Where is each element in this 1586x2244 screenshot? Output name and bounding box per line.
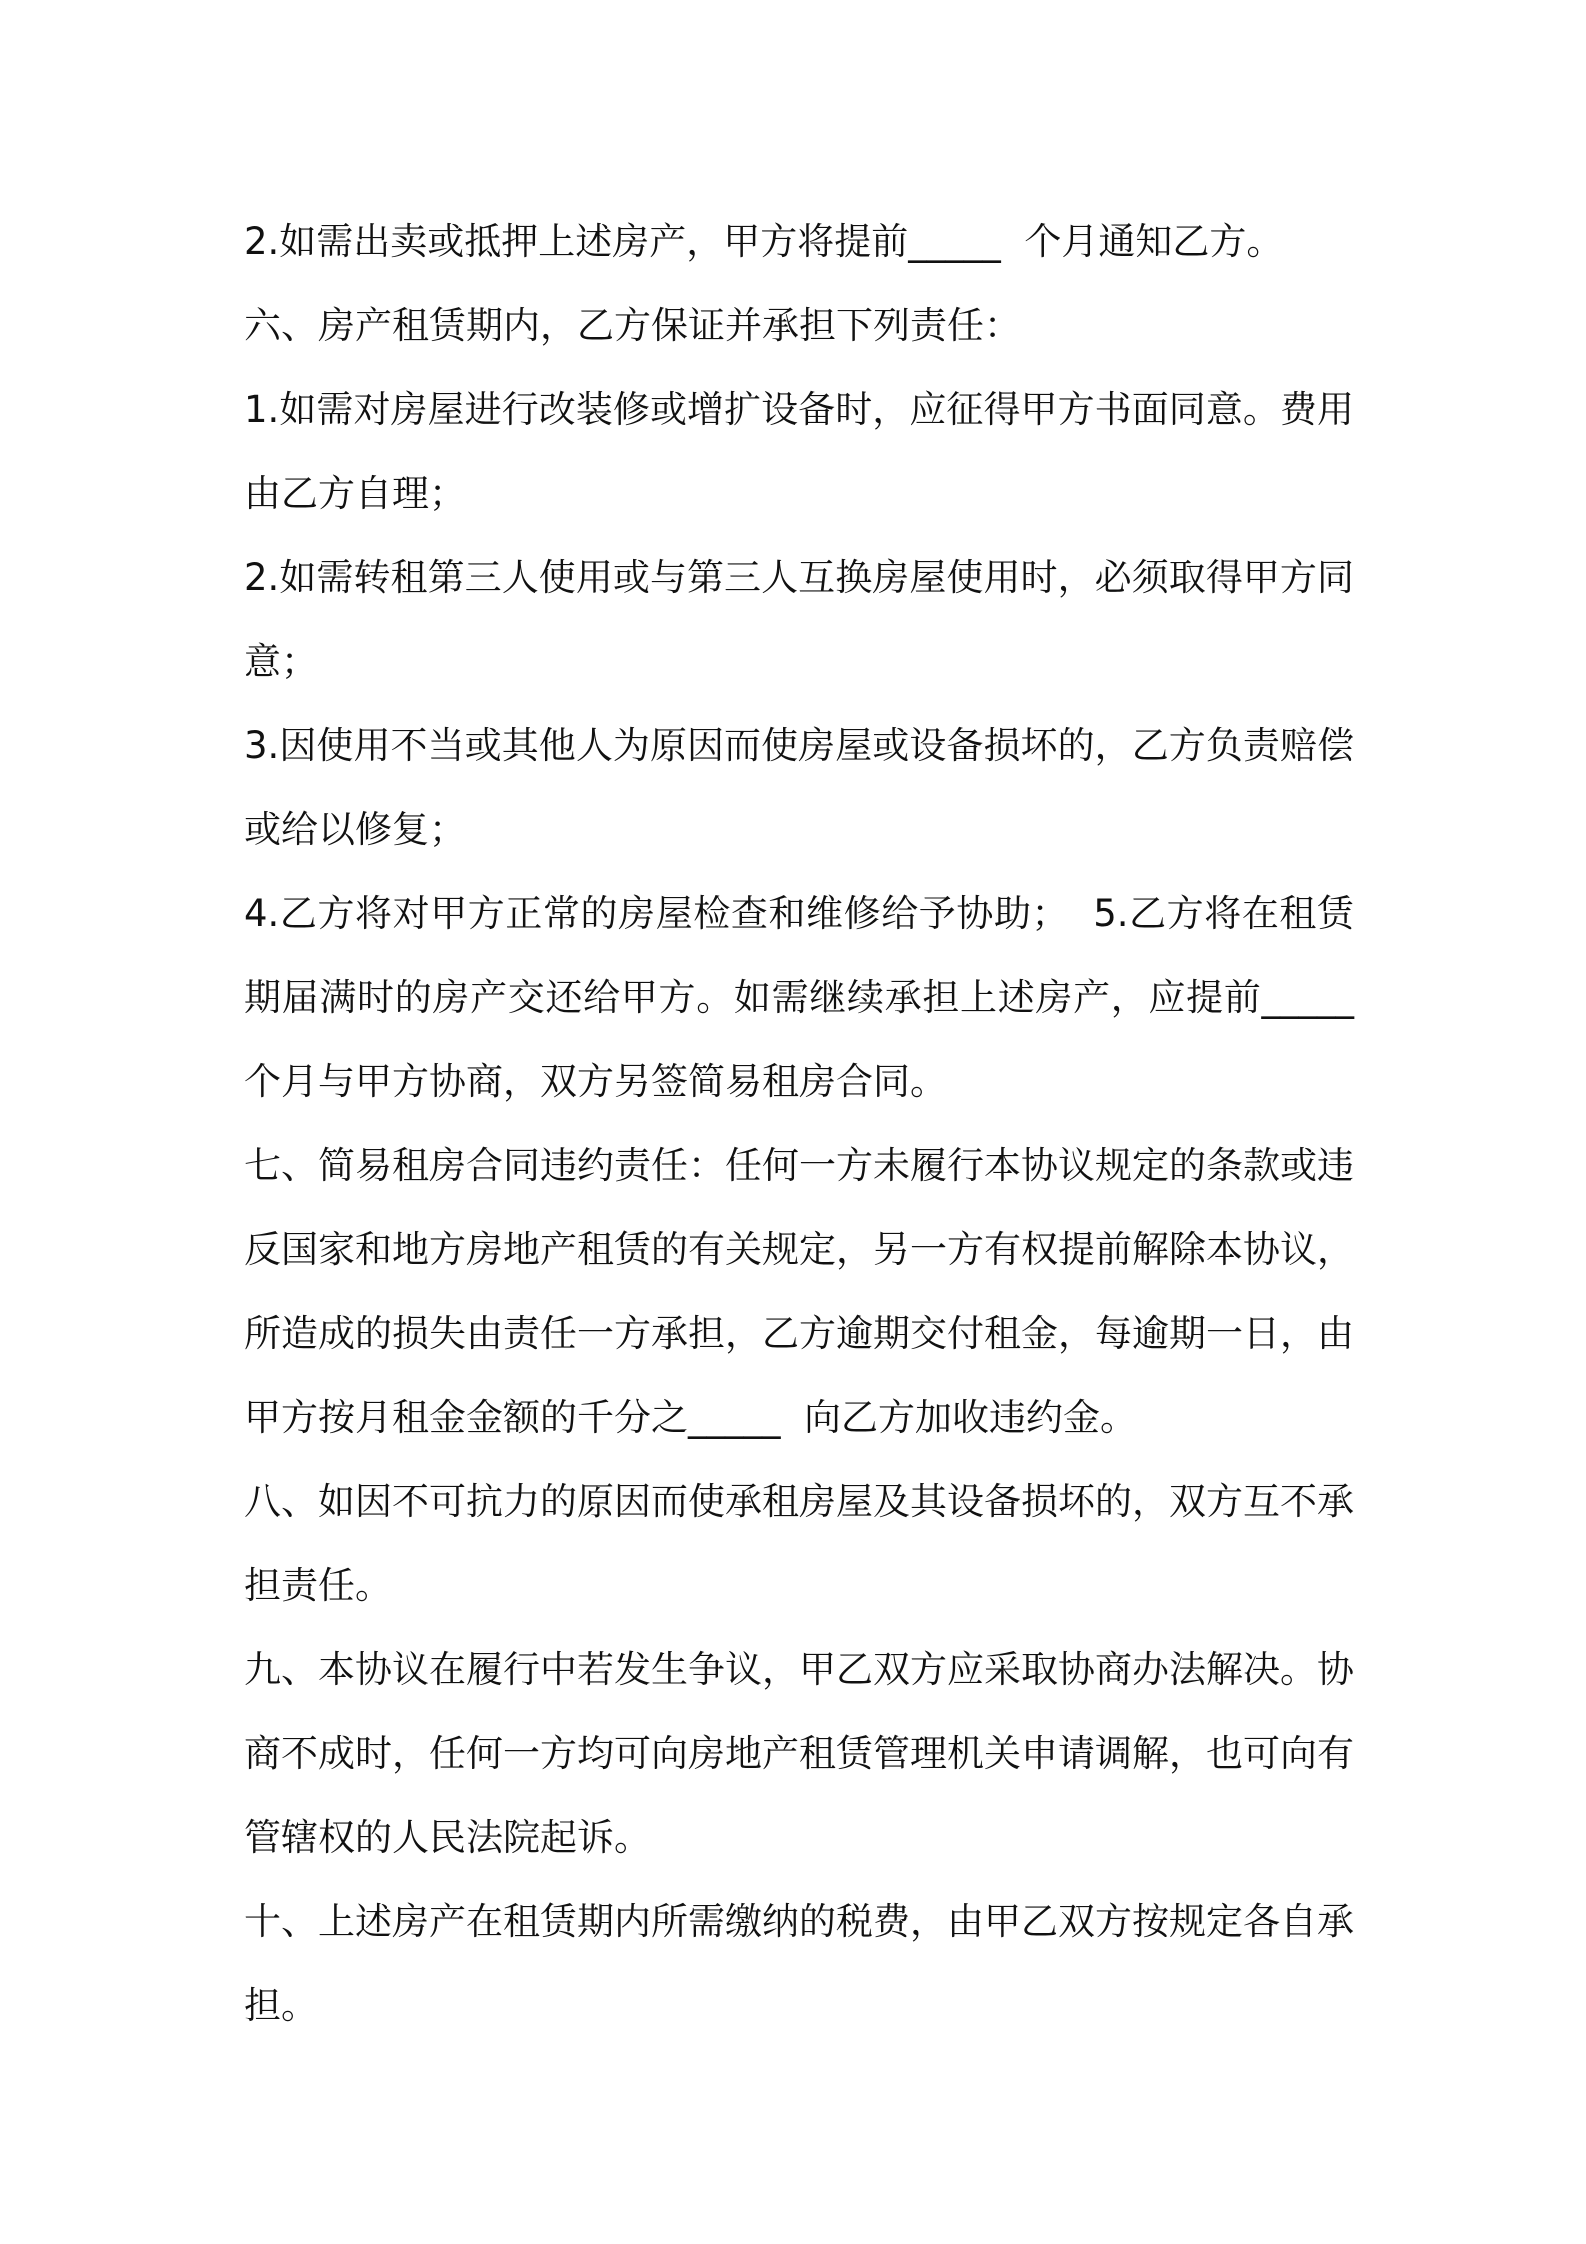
text-line: 七、简易租房合同违约责任：任何一方未履行本协议规定的条款或违 xyxy=(244,1144,1354,1187)
text-line: 3.因使用不当或其他人为原因而使房屋或设备损坏的，乙方负责赔偿 xyxy=(244,724,1354,767)
text-line: 担责任。 xyxy=(244,1564,392,1607)
text-line: 1.如需对房屋进行改装修或增扩设备时，应征得甲方书面同意。费用 xyxy=(244,388,1354,431)
contract-text-body xyxy=(244,200,1354,2048)
text-line: 意； xyxy=(244,640,318,683)
text-line: 或给以修复； xyxy=(244,808,466,851)
text-line: 4.乙方将对甲方正常的房屋检查和维修给予协助； 5.乙方将在租赁 xyxy=(244,892,1354,935)
text-line: 担。 xyxy=(244,1984,318,2027)
text-line: 十、上述房产在租赁期内所需缴纳的税费，由甲乙双方按规定各自承 xyxy=(244,1900,1354,1943)
text-line: 商不成时，任何一方均可向房地产租赁管理机关申请调解，也可向有 xyxy=(244,1732,1354,1775)
text-line: 所造成的损失由责任一方承担，乙方逾期交付租金，每逾期一日，由 xyxy=(244,1312,1354,1355)
text-line: 六、房产租赁期内，乙方保证并承担下列责任： xyxy=(244,304,1021,347)
text-line: 个月与甲方协商，双方另签简易租房合同。 xyxy=(244,1060,947,1103)
text-line: 管辖权的人民法院起诉。 xyxy=(244,1816,651,1859)
text-line: 甲方按月租金金额的千分之_____ 向乙方加收违约金。 xyxy=(244,1396,1138,1439)
text-line: 由乙方自理； xyxy=(244,472,466,515)
text-line: 2.如需转租第三人使用或与第三人互换房屋使用时，必须取得甲方同 xyxy=(244,556,1354,599)
text-line: 期届满时的房产交还给甲方。如需继续承担上述房产，应提前_____ xyxy=(244,976,1354,1019)
text-line: 反国家和地方房地产租赁的有关规定，另一方有权提前解除本协议， xyxy=(244,1228,1354,1271)
text-line: 八、如因不可抗力的原因而使承租房屋及其设备损坏的，双方互不承 xyxy=(244,1480,1354,1523)
text-line: 九、本协议在履行中若发生争议，甲乙双方应采取协商办法解决。协 xyxy=(244,1648,1354,1691)
text-line: 2.如需出卖或抵押上述房产，甲方将提前_____ 个月通知乙方。 xyxy=(244,220,1284,263)
